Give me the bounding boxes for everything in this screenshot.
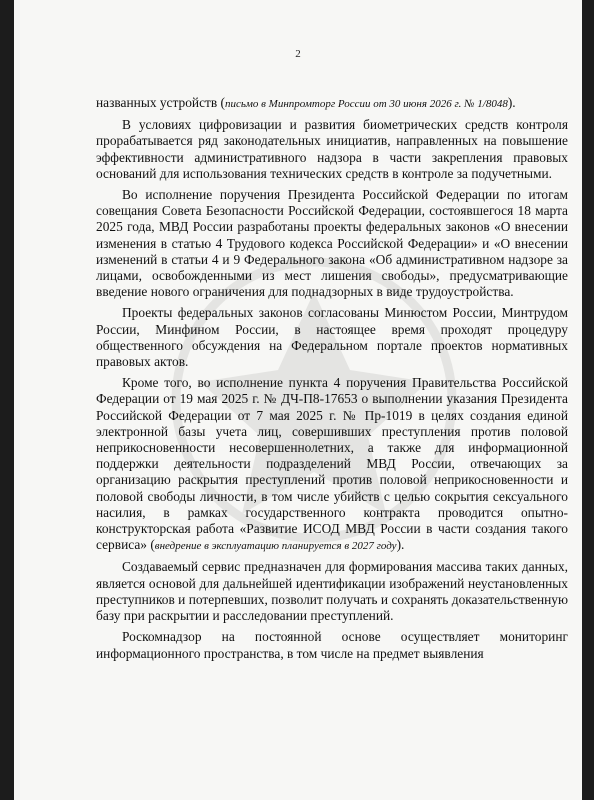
paragraph-3: Во исполнение поручения Президента Российской Федерации по итогам совещания Совета Безопасности Российской Федерации, состоявшегося 18 марта 2025 года, МВД России разработаны проекты федеральных законов «О внесении изменения в статью 4 Трудового кодекса Российской Федерации» и «О внесении изменений в статьи 4 и 9 Федерального закона «Об административном надзоре за лицами, освобожденными из мест лишения свободы», предусматривающие введение нового ограничения для поднадзорных в виде трудоустройства.	[96, 187, 568, 300]
page-number: 2	[295, 48, 301, 60]
paragraph-6: Создаваемый сервис предназначен для формирования массива таких данных, является основой для дальнейшей идентификации изображений неустановленных преступников и потерпевших, позволит получать и сохранять доказательственную базу при раскрытии и расследовании преступлений.	[96, 559, 568, 624]
paragraph-4: Проекты федеральных законов согласованы Минюстом России, Минтрудом России, Минфином России, в настоящее время проходят процедуру общественного обсуждения на Федеральном портале проектов нормативных правовых актов.	[96, 305, 568, 370]
paragraph-2: В условиях цифровизации и развития биометрических средств контроля прорабатывается ряд законодательных инициатив, направленных на повышение эффективности административного надзора в части закрепления правовых оснований для использования технических средств в контроле за подучетными.	[96, 117, 568, 181]
paragraph-5: Кроме того, во исполнение пункта 4 поручения Правительства Российской Федерации от 19 мая 2025 г. № ДЧ-П8-17653 о выполнении указания Президента Российской Федерации от 7 мая 2025 г. № Пр-1019 в целях создания единой электронной базы учета лиц, совершивших преступления против половой неприкосновенности несовершеннолетних, а также для информационной поддержки деятельности подразделений МВД России, отвечающих за организацию раскрытия преступлений против половой неприкосновенности и половой свободы личности, в том числе убийств с целью сокрытия сексуального насилия, в рамках государственного контракта проводится опытно-конструкторская работа «Развитие ИСОД МВД России в части создания такого сервиса» (внедрение в эксплуатацию планируется в 2027 году).	[96, 375, 568, 553]
implementation-note: внедрение в эксплуатацию планируется в 2027 году	[154, 540, 397, 553]
document-page	[14, 0, 582, 800]
paragraph-7: Роскомнадзор на постоянной основе осуществляет мониторинг информационного пространства, в том числе на предмет выявления	[96, 629, 568, 661]
document-body	[96, 95, 568, 667]
paragraph-1: названных устройств (письмо в Минпромторг России от 30 июня 2026 г. № 1/8048).	[96, 95, 516, 110]
citation-note: письмо в Минпромторг России от 30 июня 2026 г. № 1/8048	[225, 98, 508, 110]
